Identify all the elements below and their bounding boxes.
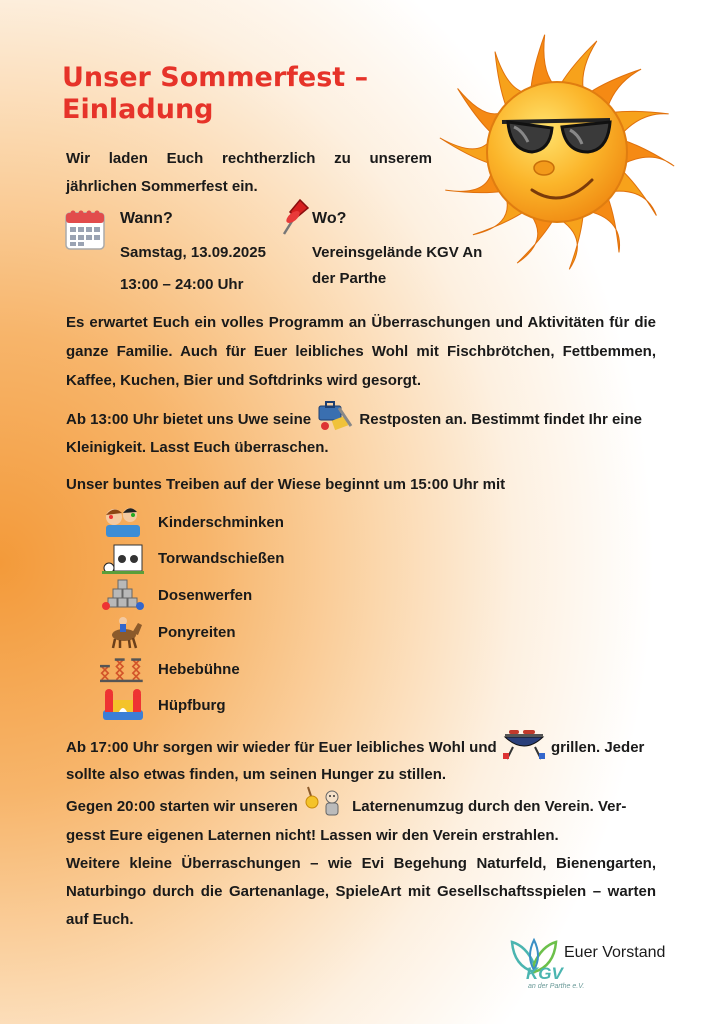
activity-item [100, 578, 253, 612]
lantern-parade-icon [302, 785, 348, 819]
restposten-paragraph [66, 406, 656, 461]
activities-intro: Unser buntes Treiben auf der Wiese beginnt um 15:00 Uhr mit [66, 476, 506, 493]
grill-text-after: grillen. Jeder [551, 739, 645, 756]
where-label: Wo? [312, 210, 347, 227]
activity-item [100, 688, 226, 722]
pony-icon [102, 615, 144, 649]
activity-item [100, 652, 240, 686]
face-paint-icon [102, 505, 144, 539]
sun-ray [624, 140, 674, 166]
intro-line-1: Wir laden Euch rechtherzlich zu unserem [66, 150, 432, 167]
lift-platform-icon [100, 652, 146, 686]
grill-line-2: sollte also etwas finden, um seinen Hunger zu stillen. [66, 766, 447, 784]
activity-label: Kinderschminken [158, 513, 284, 531]
signature: Euer Vorstand [564, 944, 666, 961]
title-line-2: Einladung [62, 94, 214, 125]
page-title [62, 62, 392, 126]
activity-label: Torwandschießen [158, 549, 285, 567]
activity-label: Dosenwerfen [158, 586, 253, 604]
surprises-paragraph: Weitere kleine Überraschungen – wie Evi Begehung Naturfeld, Bienengarten, Naturbingo durch die Gartenanlage, SpieleArt mit Gesellschaftsspielen – warten auf Euch. [66, 855, 656, 928]
logo-text: KGV [526, 964, 563, 983]
activity-label: Hüpfburg [158, 696, 226, 714]
title-line-1: Unser Sommerfest – [62, 62, 369, 93]
restposten-text-before: Ab 13:00 Uhr bietet uns Uwe seine [66, 411, 312, 428]
activity-label: Hebebühne [158, 660, 240, 678]
sun-ray [561, 215, 583, 270]
program-paragraph: Es erwartet Euch ein volles Programm an Überraschungen und Aktivitäten für die ganze Familie. Auch für Euer leibliches Wohl mit Fischbrötchen, Fettbemmen, Kaffee, Kuchen, Bier und Softdrinks wird gesorgt. [66, 314, 656, 389]
activity-item [100, 615, 236, 649]
venue-line-1: Vereinsgelände KGV An [312, 244, 483, 261]
can-pyramid-icon [102, 578, 144, 612]
goal-wall-icon [102, 541, 144, 575]
lantern-line-2: gesst Eure eigenen Laternen nicht! Lassen wir den Verein erstrahlen. [66, 827, 559, 844]
when-label: Wann? [120, 210, 173, 227]
toolbox-icon [315, 398, 355, 434]
lantern-paragraph [66, 792, 656, 850]
sun-ray [531, 35, 553, 90]
barbecue-grill-icon [501, 725, 547, 761]
activity-label: Ponyreiten [158, 623, 236, 641]
pushpin-icon [276, 196, 310, 238]
footer [500, 936, 680, 996]
bouncy-castle-icon [101, 688, 145, 722]
activity-item [100, 505, 284, 539]
sun-with-sunglasses-icon [432, 30, 682, 275]
venue-line-2: der Parthe [312, 270, 387, 287]
logo-subtext: an der Parthe e.V. [528, 983, 585, 990]
calendar-icon [64, 207, 106, 251]
event-date: Samstag, 13.09.2025 [120, 244, 266, 261]
grill-paragraph [66, 734, 656, 788]
lantern-text-before: Gegen 20:00 starten wir unseren [66, 798, 298, 815]
restposten-text-after: Restposten an. Bestimmt findet Ihr eine [359, 411, 642, 428]
grill-text-before: Ab 17:00 Uhr sorgen wir wieder für Euer leibliches Wohl und [66, 739, 497, 756]
intro-line-2: jährlichen Sommerfest ein. [66, 178, 258, 195]
lantern-text-after: Laternenumzug durch den Verein. Ver- [352, 798, 627, 815]
sun-ray [440, 138, 490, 164]
restposten-line-2: Kleinigkeit. Lasst Euch überraschen. [66, 439, 329, 457]
intro-text [66, 145, 432, 201]
activity-item [100, 541, 285, 575]
event-time: 13:00 – 24:00 Uhr [120, 276, 244, 293]
